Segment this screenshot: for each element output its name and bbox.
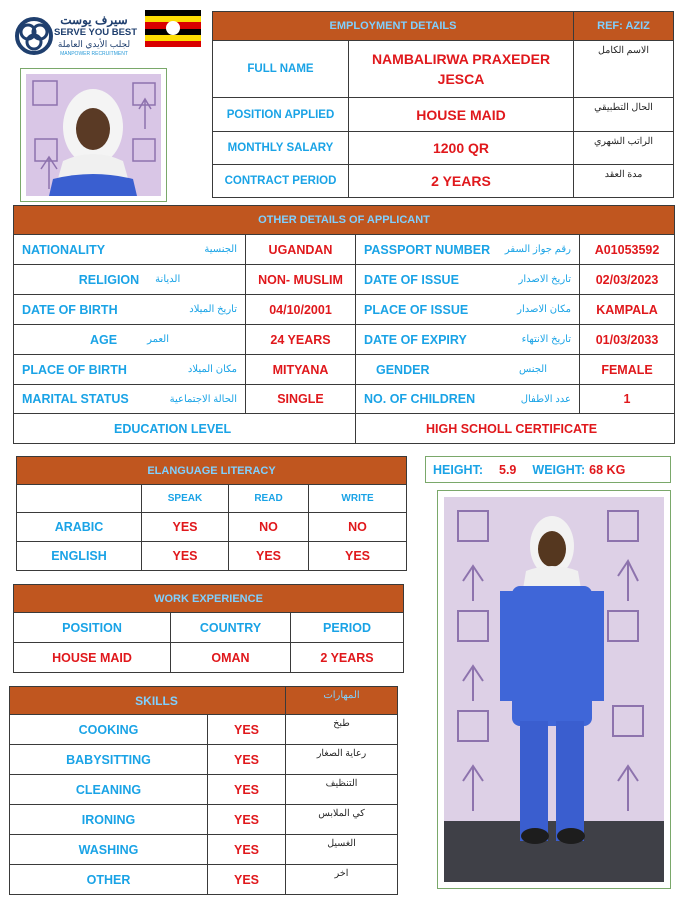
marital-status-arabic: الحالة الاجتماعية [169, 393, 237, 405]
full-name-arabic: الاسم الكامل [574, 41, 674, 98]
skill-washing-arabic: الغسيل [286, 835, 398, 865]
date-of-birth-arabic: تاريخ الميلاد [189, 304, 237, 315]
skill-ironing-label: IRONING [10, 805, 208, 835]
passport-number-arabic: رقم جواز السفر [504, 244, 571, 255]
height-value: 5.9 [499, 462, 517, 477]
work-experience-header: WORK EXPERIENCE [14, 585, 404, 613]
logo-english-name: SERVE YOU BEST [54, 27, 138, 38]
no-of-children-arabic: عدد الاطفال [520, 393, 571, 405]
place-of-issue-arabic: مكان الاصدار [517, 304, 571, 315]
religion-value: NON- MUSLIM [246, 265, 356, 295]
gender-value: FEMALE [580, 355, 675, 385]
other-details-table [13, 205, 675, 444]
applicant-full-body-photo [437, 490, 671, 889]
logo-arabic-tagline: لجلب الأيدي العاملة [57, 39, 131, 49]
age-value: 24 YEARS [246, 325, 356, 355]
skill-other-value: YES [208, 865, 286, 895]
position-applied-arabic: الحال التطبيقي [574, 98, 674, 132]
english-read-value: YES [229, 542, 309, 571]
nationality-label: NATIONALITY [22, 242, 106, 257]
place-of-birth-arabic: مكان الميلاد [187, 364, 237, 375]
religion-label: RELIGION [78, 272, 140, 287]
work-country-column-header: COUNTRY [171, 613, 291, 643]
weight-label: WEIGHT: [532, 462, 586, 477]
skill-other-arabic: اخر [286, 865, 398, 895]
work-period-column-header: PERIOD [291, 613, 404, 643]
age-arabic: العمر [147, 334, 170, 345]
nationality-arabic: الجنسية [204, 244, 237, 255]
skill-cleaning-label: CLEANING [10, 775, 208, 805]
work-period-value: 2 YEARS [291, 643, 404, 673]
skills-header-arabic: المهارات [286, 687, 398, 715]
position-applied-label: POSITION APPLIED [213, 98, 349, 132]
place-of-issue-label: PLACE OF ISSUE [364, 302, 469, 317]
language-literacy-header: ELANGUAGE LITERACY [17, 457, 407, 485]
skills-table [9, 686, 398, 895]
full-name-label: FULL NAME [213, 41, 349, 98]
skill-cleaning-value: YES [208, 775, 286, 805]
speak-column-header: SPEAK [142, 485, 229, 513]
place-of-birth-label: PLACE OF BIRTH [22, 362, 127, 377]
skill-cleaning-arabic: التنظيف [286, 775, 398, 805]
employment-details-table [212, 11, 674, 198]
date-of-expiry-arabic: تاريخ الانتهاء [521, 334, 571, 345]
write-column-header: WRITE [309, 485, 407, 513]
work-country-value: OMAN [171, 643, 291, 673]
gender-arabic: الجنس [518, 364, 547, 375]
logo-english-tagline: MANPOWER RECRUITMENT [60, 51, 128, 57]
skill-babysitting-arabic: رعاية الصغار [286, 745, 398, 775]
date-of-issue-value: 02/03/2023 [580, 265, 675, 295]
read-column-header: READ [229, 485, 309, 513]
skill-cooking-label: COOKING [10, 715, 208, 745]
date-of-expiry-label: DATE OF EXPIRY [364, 332, 467, 347]
marital-status-value: SINGLE [246, 385, 356, 414]
uganda-flag-icon [145, 10, 201, 47]
passport-number-label: PASSPORT NUMBER [364, 242, 491, 257]
contract-period-label: CONTRACT PERIOD [213, 165, 349, 198]
arabic-speak-value: YES [142, 513, 229, 542]
weight-value: 68 KG [589, 462, 626, 477]
date-of-issue-label: DATE OF ISSUE [364, 272, 459, 287]
skill-washing-label: WASHING [10, 835, 208, 865]
place-of-issue-value: KAMPALA [580, 295, 675, 325]
work-experience-table [13, 584, 404, 673]
monthly-salary-arabic: الراتب الشهري [574, 132, 674, 165]
monthly-salary-label: MONTHLY SALARY [213, 132, 349, 165]
contract-period-arabic: مدة العقد [574, 165, 674, 198]
date-of-expiry-value: 01/03/2033 [580, 325, 675, 355]
skill-ironing-value: YES [208, 805, 286, 835]
logo-arabic-name: سيرف يوست [60, 13, 128, 27]
skill-babysitting-value: YES [208, 745, 286, 775]
company-logo [14, 13, 138, 62]
applicant-portrait-photo [20, 68, 167, 202]
position-applied-value: HOUSE MAID [349, 98, 574, 132]
skill-cooking-arabic: طبخ [286, 715, 398, 745]
height-weight-box [425, 456, 671, 483]
full-name-value: NAMBALIRWA PRAXEDER JESCA [349, 41, 574, 98]
arabic-write-value: NO [309, 513, 407, 542]
logo-emblem-icon [14, 16, 54, 56]
language-literacy-table [16, 456, 407, 571]
employment-details-header: EMPLOYMENT DETAILS [213, 12, 574, 41]
date-of-birth-value: 04/10/2001 [246, 295, 356, 325]
skill-ironing-arabic: كي الملابس [286, 805, 398, 835]
skills-header: SKILLS [10, 687, 286, 715]
monthly-salary-value: 1200 QR [349, 132, 574, 165]
english-speak-value: YES [142, 542, 229, 571]
education-level-label: EDUCATION LEVEL [14, 414, 356, 444]
marital-status-label: MARITAL STATUS [22, 392, 129, 406]
age-label: AGE [89, 332, 118, 347]
place-of-birth-value: MITYANA [246, 355, 356, 385]
english-write-value: YES [309, 542, 407, 571]
contract-period-value: 2 YEARS [349, 165, 574, 198]
language-arabic-label: ARABIC [17, 513, 142, 542]
date-of-birth-label: DATE OF BIRTH [22, 302, 118, 317]
religion-arabic: الديانة [155, 274, 181, 285]
passport-number-value: A01053592 [580, 235, 675, 265]
skill-cooking-value: YES [208, 715, 286, 745]
other-details-header: OTHER DETAILS OF APPLICANT [14, 206, 675, 235]
education-level-value: HIGH SCHOLL CERTIFICATE [356, 414, 675, 444]
arabic-read-value: NO [229, 513, 309, 542]
no-of-children-label: NO. OF CHILDREN [364, 392, 476, 406]
skill-other-label: OTHER [10, 865, 208, 895]
no-of-children-value: 1 [580, 385, 675, 414]
gender-label: GENDER [376, 362, 430, 377]
work-position-column-header: POSITION [14, 613, 171, 643]
ref-label: REF: AZIZ [574, 12, 674, 41]
date-of-issue-arabic: تاريخ الاصدار [518, 274, 571, 285]
height-label: HEIGHT: [433, 462, 483, 477]
skill-washing-value: YES [208, 835, 286, 865]
language-english-label: ENGLISH [17, 542, 142, 571]
nationality-value: UGANDAN [246, 235, 356, 265]
work-position-value: HOUSE MAID [14, 643, 171, 673]
skill-babysitting-label: BABYSITTING [10, 745, 208, 775]
